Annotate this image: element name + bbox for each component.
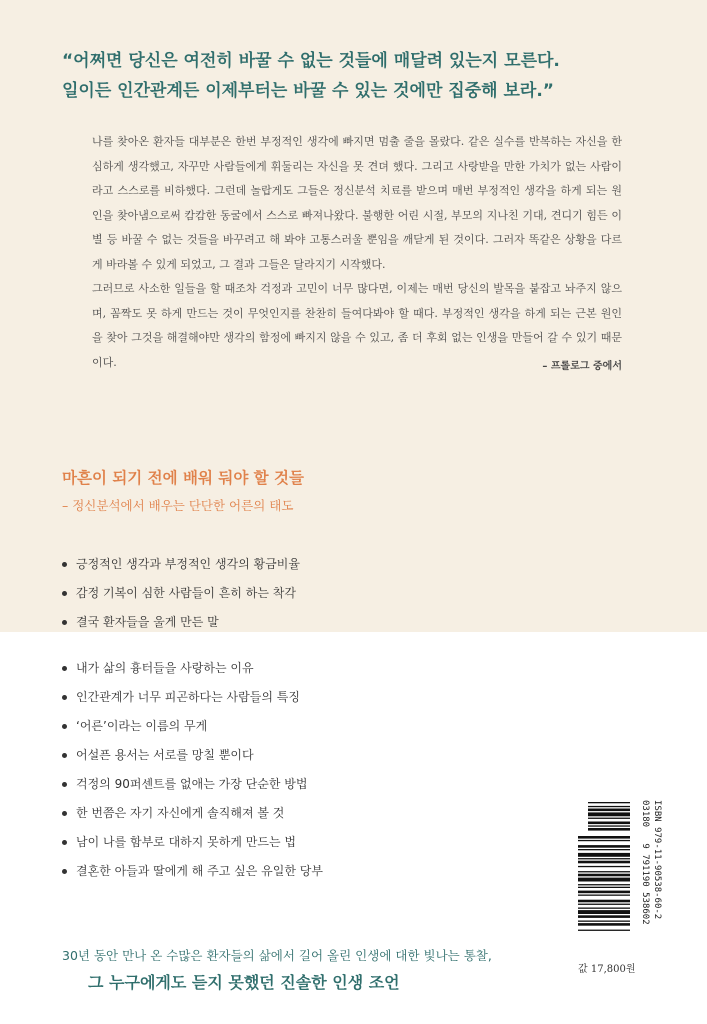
list-item: 남이 나를 함부로 대하지 못하게 만드는 법 (62, 828, 582, 857)
contents-list-lower (62, 654, 582, 886)
pull-quote-line-2: 일이든 인간관계든 이제부터는 바꿀 수 있는 것에만 집중해 보라.” (62, 81, 554, 101)
excerpt-attribution: – 프롤로그 중에서 (542, 361, 622, 372)
tagline-line-2: 그 누구에게도 듣지 못했던 진솔한 인생 조언 (88, 973, 400, 992)
list-item: 결혼한 아들과 딸에게 해 주고 싶은 유일한 당부 (62, 857, 582, 886)
pull-quote (62, 46, 662, 106)
barcode-icon (578, 800, 642, 950)
list-item: 걱정의 90퍼센트를 없애는 가장 단순한 방법 (62, 770, 582, 799)
section-subtitle: – 정신분석에서 배우는 단단한 어른의 태도 (62, 498, 294, 513)
prologue-excerpt (92, 130, 622, 375)
list-item: 감정 기복이 심한 사람들이 흔히 하는 착각 (62, 579, 582, 608)
list-item: 내가 삶의 흉터들을 사랑하는 이유 (62, 654, 582, 683)
barcode-number (638, 800, 650, 950)
barcode-isbn: ISBN 979-11-90538-60-2 (652, 800, 662, 920)
list-item: 어설픈 용서는 서로를 망칠 뿐이다 (62, 741, 582, 770)
list-item: 결국 환자들을 울게 만든 말 (62, 608, 582, 637)
contents-list-upper (62, 550, 582, 637)
list-item: 긍정적인 생각과 부정적인 생각의 황금비율 (62, 550, 582, 579)
barcode-ean-number: 9 791190 538602 (640, 843, 650, 925)
list-item: 한 번쯤은 자기 자신에게 솔직해져 볼 것 (62, 799, 582, 828)
excerpt-paragraph-1: 나를 찾아온 환자들 대부분은 한번 부정적인 생각에 빠지면 멈출 줄을 몰랐다. 같은 실수를 반복하는 자신을 한심하게 생각했고, 자꾸만 사람들에게 휘둘리는 자신을 못 견뎌 했다. 그리고 사랑받을 만한 가치가 없는 사람이라고 스스로를 비하했다. 그런데 놀랍게도 그들은 정신분석 치료를 받으며 매번 부정적인 생각을 하게 되는 원인을 찾아냄으로써 캄캄한 동굴에서 스스로 빠져나왔다. 불행한 어린 시절, 부모의 지나친 기대, 견디기 힘든 이별 등 바꿀 수 없는 것들을 바꾸려고 해 봐야 고통스러울 뿐임을 깨닫게 된 것이다. 그러자 똑같은 상황을 다르게 바라볼 수 있게 되었고, 그 결과 그들은 달라지기 시작했다. (92, 135, 622, 271)
list-item: ‘어른’이라는 이름의 무게 (62, 712, 582, 741)
list-item: 인간관계가 너무 피곤하다는 사람들의 특징 (62, 683, 582, 712)
barcode-addon-number: 03180 (640, 800, 650, 828)
price-label: 값 17,800원 (578, 964, 636, 975)
tagline-line-1: 30년 동안 만나 온 수많은 환자들의 삶에서 길어 올린 인생에 대한 빛나는 통찰, (62, 948, 492, 963)
pull-quote-line-1: “어쩌면 당신은 여전히 바꿀 수 없는 것들에 매달려 있는지 모른다. (62, 51, 560, 71)
excerpt-paragraph-2: 그러므로 사소한 일들을 할 때조차 걱정과 고민이 너무 많다면, 이제는 매번 당신의 발목을 붙잡고 놔주지 않으며, 꼼짝도 못 하게 만드는 것이 무엇인지를 찬찬히 들여다봐야 할 때다. 부정적인 생각을 하게 되는 근본 원인을 찾아 그것을 해결해야만 생각의 함정에 빠지지 않을 수 있고, 좀 더 후회 없는 인생을 만들어 갈 수 있기 때문이다. (92, 282, 622, 369)
section-title: 마흔이 되기 전에 배워 둬야 할 것들 (62, 469, 305, 487)
barcode-digits (640, 800, 664, 950)
